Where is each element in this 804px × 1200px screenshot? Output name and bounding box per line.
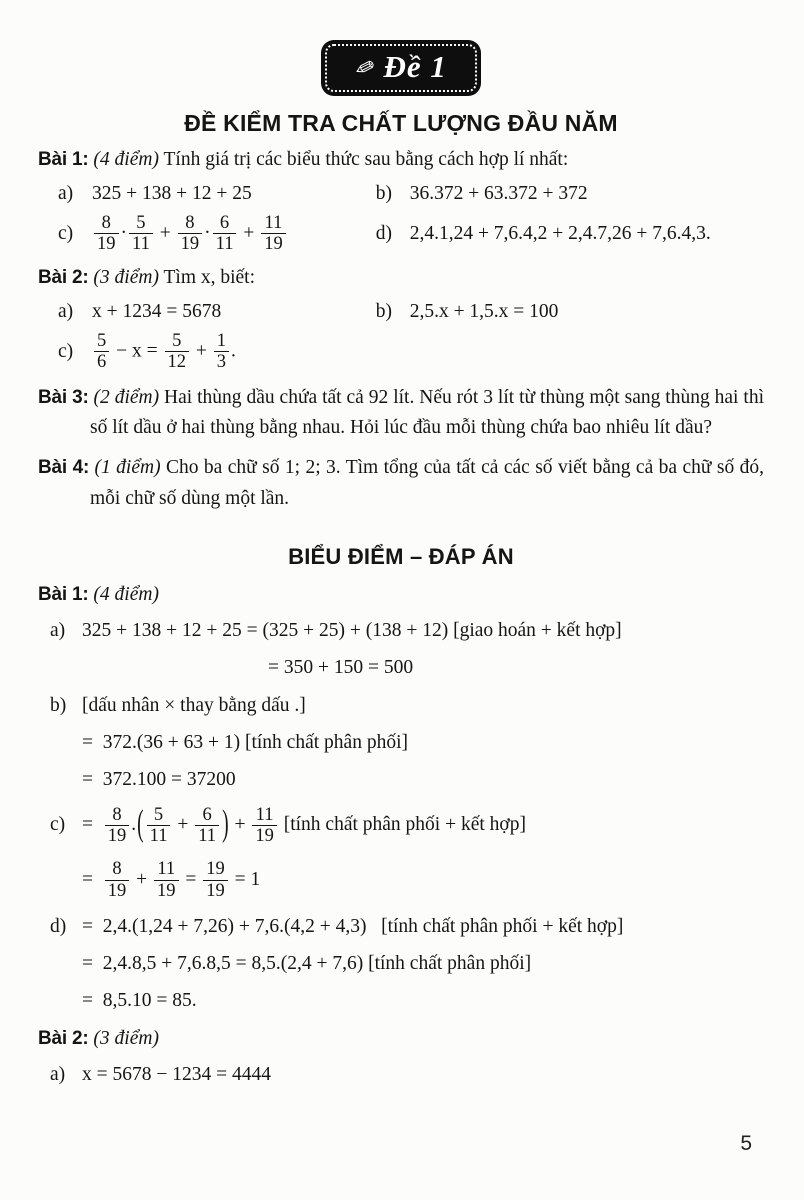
fraction: $\frac{11}{19}$ (252, 805, 277, 848)
problem-part (58, 301, 376, 323)
problem-block (38, 383, 764, 443)
fraction: $\frac{8}{19}$ (94, 213, 119, 256)
answers-section (38, 584, 764, 1087)
math-expression: = 372.100 = 37200 (82, 769, 236, 791)
part-tag: b) (375, 300, 392, 322)
fraction: $\frac{1}{3}$ (214, 331, 229, 374)
part-tag: d) (375, 222, 392, 244)
math-expression: = 2,4.8,5 + 7,6.8,5 = 8,5.(2,4 + 7,6) [tính chất phân phối] (82, 952, 532, 974)
problem-label: Bài 4: (38, 457, 90, 479)
problem-block (38, 263, 764, 373)
problem-part (376, 301, 559, 323)
problems-section (38, 145, 764, 514)
answer-section (38, 1028, 764, 1087)
problem-paragraph: Bài 3: (2 điểm) Hai thùng dầu chứa tất cả 92 lít. Nếu rót 3 lít từ thùng một sang thùng hai thì số lít dầu ở hai thùng bằng nhau. Hỏi lúc đầu mỗi thùng chứa bao nhiêu lít dầu? (38, 387, 764, 439)
problem-label: Bài 2: (38, 1027, 89, 1049)
math-expression: 325 + 138 + 12 + 25 (92, 182, 252, 204)
problem-label: Bài 1: (38, 149, 89, 170)
fraction: $\frac{11}{19}$ (154, 859, 179, 902)
answer-line (38, 767, 764, 792)
math-expression: = $\frac{8}{19}$ + $\frac{11}{19}$ = $\frac{19}{19}$ = 1 (82, 858, 261, 901)
answer-line (38, 730, 764, 755)
fraction: $\frac{5}{12}$ (165, 331, 190, 374)
math-expression: = 372.(36 + 63 + 1) [tính chất phân phối] (82, 731, 408, 753)
problem-row (38, 301, 764, 323)
part-tag: a) (50, 619, 66, 641)
problem-points: (1 điểm) (94, 457, 161, 479)
exam-number-badge (321, 40, 481, 96)
problem-label: Bài 1: (38, 583, 89, 605)
problem-row (38, 213, 764, 256)
answer-line (38, 693, 764, 718)
problem-block (38, 145, 764, 255)
problem-points: (3 điểm) (93, 1027, 159, 1049)
math-expression: = 2,4.(1,24 + 7,26) + 7,6.(4,2 + 4,3) [tính chất phân phối + kết hợp] (82, 915, 624, 937)
answer-line (38, 988, 764, 1013)
answer-line (38, 655, 764, 680)
problem-points: (3 điểm) (93, 267, 159, 288)
problem-part (58, 331, 236, 374)
problem-points: (4 điểm) (93, 149, 159, 170)
problem-label: Bài 2: (38, 267, 89, 288)
answer-section (38, 584, 764, 1014)
big-paren: ( (137, 804, 144, 845)
math-expression: 2,4.1,24 + 7,6.4,2 + 2,4.7,26 + 7,6.4,3. (409, 222, 711, 244)
math-expression: x + 1234 = 5678 (92, 300, 222, 322)
answer-line (38, 805, 764, 848)
part-tag: b) (375, 182, 392, 204)
problem-intro: Tính giá trị các biểu thức sau bằng cách hợp lí nhất: (163, 149, 569, 170)
pencil-icon: ✎ (351, 53, 378, 83)
problem-head (38, 263, 764, 293)
problem-head (38, 145, 764, 175)
answer-line (38, 1062, 764, 1087)
page-number: 5 (740, 1132, 752, 1155)
part-tag: b) (50, 694, 67, 716)
problem-part (376, 223, 711, 245)
problem-part (58, 213, 376, 256)
math-expression: 2,5.x + 1,5.x = 100 (409, 300, 559, 322)
answer-line (38, 859, 764, 902)
fraction: $\frac{8}{19}$ (105, 805, 130, 848)
part-tag: c) (58, 340, 74, 362)
problem-part (376, 183, 588, 205)
part-tag: a) (58, 300, 74, 322)
problem-intro: Tìm x, biết: (163, 267, 256, 288)
answer-head (38, 1028, 764, 1050)
math-expression: 325 + 138 + 12 + 25 = (325 + 25) + (138 + 12) [giao hoán + kết hợp] (82, 619, 622, 641)
problem-row (38, 183, 764, 205)
fraction: $\frac{11}{19}$ (261, 213, 286, 256)
fraction: $\frac{6}{11}$ (213, 213, 237, 256)
fraction: $\frac{8}{19}$ (105, 859, 130, 902)
problem-label: Bài 3: (38, 387, 89, 408)
answer-line (38, 618, 764, 643)
math-expression: = 350 + 150 = 500 (268, 657, 414, 679)
part-tag: a) (58, 182, 74, 204)
fraction: $\frac{19}{19}$ (203, 859, 228, 902)
answers-title: BIỂU ĐIỂM – ĐÁP ÁN (288, 543, 514, 569)
answer-head (38, 584, 764, 606)
fraction: $\frac{8}{19}$ (178, 213, 203, 256)
answer-line (38, 951, 764, 976)
math-expression: x = 5678 − 1234 = 4444 (82, 1063, 271, 1085)
math-expression: 36.372 + 63.372 + 372 (409, 182, 588, 204)
problem-part (58, 183, 376, 205)
part-tag: a) (50, 1063, 66, 1085)
problem-points: (2 điểm) (93, 387, 160, 408)
part-tag: c) (58, 222, 74, 244)
part-tag: c) (50, 814, 66, 836)
fraction: $\frac{5}{11}$ (129, 213, 153, 256)
fraction: $\frac{5}{11}$ (147, 805, 171, 848)
problem-paragraph: Bài 4: (1 điểm) Cho ba chữ số 1; 2; 3. Tìm tổng của tất cả các số viết bằng cả ba chữ số đó, mỗi chữ số dùng một lần. (38, 457, 764, 509)
math-expression: = $\frac{8}{19}$ .( $\frac{5}{11}$ + $\frac{6}{11}$ ) + $\frac{11}{19}$ [tính chất phân phối + kết hợp] (82, 814, 526, 835)
math-expression: $\frac{5}{6}$ − x = $\frac{5}{12}$ + $\frac{1}{3}$ . (92, 331, 236, 374)
badge-label: Đề 1 (383, 48, 447, 84)
fraction: $\frac{5}{6}$ (94, 331, 109, 374)
problem-points: (4 điểm) (93, 583, 159, 605)
fraction: $\frac{6}{11}$ (195, 805, 219, 848)
math-expression: = 8,5.10 = 85. (82, 990, 197, 1012)
exam-title: ĐỀ KIỂM TRA CHẤT LƯỢNG ĐẦU NĂM (184, 110, 618, 136)
math-expression: [dấu nhân × thay bằng dấu .] (82, 694, 306, 716)
problem-row (38, 331, 764, 374)
part-tag: d) (50, 915, 67, 937)
big-paren: ) (222, 804, 229, 845)
answer-line (38, 914, 764, 939)
math-expression: $\frac{8}{19}$ · $\frac{5}{11}$ + $\frac{8}{19}$ · $\frac{6}{11}$ + $\frac{11}{19}$ (92, 213, 288, 256)
problem-block (38, 453, 764, 513)
